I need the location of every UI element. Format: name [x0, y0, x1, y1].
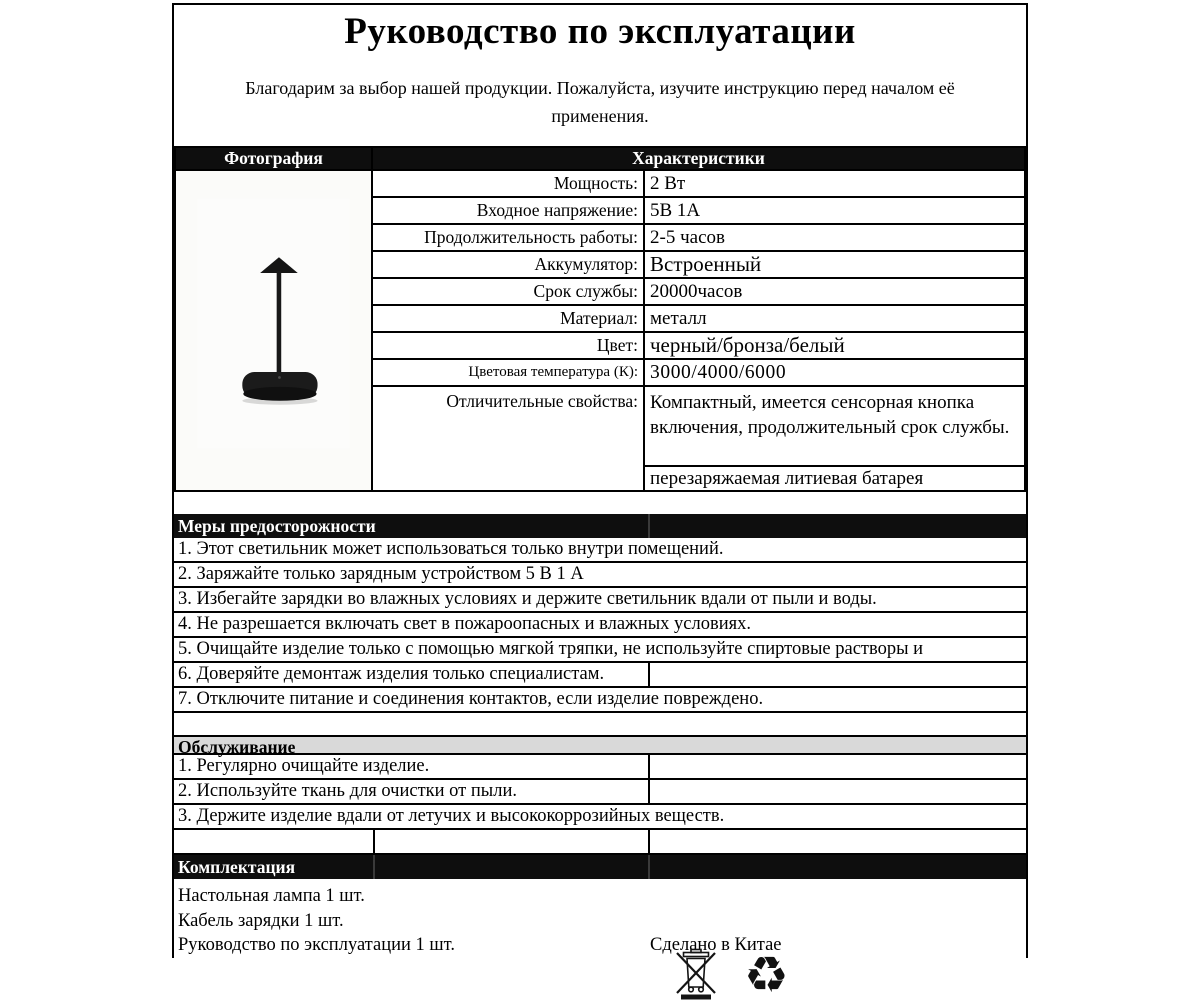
recycle-icon: ♻ — [744, 946, 789, 1004]
package-header-bar — [174, 855, 1026, 879]
empty-row — [174, 830, 1026, 855]
spec-label: Срок службы: — [372, 278, 644, 305]
spec-row — [175, 170, 1025, 197]
spec-value: металл — [644, 305, 1025, 332]
package-item: Руководство по эксплуатации 1 шт. — [178, 935, 455, 955]
spec-header-row — [175, 147, 1025, 170]
maintenance-item-row — [174, 780, 1026, 805]
product-photo-cell — [175, 170, 372, 491]
precaution-item: 6. Доверяйте демонтаж изделия только специалистам. — [178, 664, 605, 684]
empty-cell — [648, 755, 1026, 778]
spacer — [174, 713, 1026, 735]
precaution-item: 5. Очищайте изделие только с помощью мягкой тряпки, не используйте спиртовые растворы и — [174, 638, 1026, 663]
weee-crossed-bin-icon — [674, 948, 718, 1000]
precaution-item: 2. Заряжайте только зарядным устройством 5 В 1 А — [174, 563, 1026, 588]
spacer — [174, 492, 1026, 514]
maintenance-header: Обслуживание — [178, 737, 296, 757]
lamp-product-photo-icon — [176, 181, 371, 476]
photo-column-header: Фотография — [175, 147, 372, 170]
spec-value: 5В 1А — [644, 197, 1025, 224]
spec-table — [174, 146, 1026, 492]
page-title: Руководство по эксплуатации — [344, 11, 856, 52]
spec-label: Материал: — [372, 305, 644, 332]
divider — [648, 514, 650, 538]
spec-value: 3000/4000/6000 — [644, 359, 1025, 386]
spec-value: Встроенный — [644, 251, 1025, 278]
package-item: Настольная лампа 1 шт. — [178, 886, 365, 906]
package-item: Кабель зарядки 1 шт. — [178, 910, 344, 931]
divider — [648, 855, 650, 879]
empty-cell — [648, 830, 1026, 853]
footer-icons — [174, 946, 1026, 1002]
spec-label: Цвет: — [372, 332, 644, 359]
precautions-header: Меры предосторожности — [178, 515, 376, 536]
maintenance-item: 1. Регулярно очищайте изделие. — [178, 756, 430, 776]
specs-column-header: Характеристики — [372, 147, 1025, 170]
empty-cell — [648, 663, 1026, 686]
empty-cell — [174, 830, 373, 853]
empty-cell — [373, 830, 648, 853]
divider — [373, 855, 375, 879]
manual-page — [172, 3, 1028, 1004]
spec-value: 2-5 часов — [644, 224, 1025, 251]
spec-label: Цветовая температура (К): — [372, 359, 644, 386]
spec-value: перезаряжаемая литиевая батарея — [644, 466, 1025, 491]
spec-value: 2 Вт — [644, 170, 1025, 197]
precaution-item: 4. Не разрешается включать свет в пожароопасных и влажных условиях. — [174, 613, 1026, 638]
spec-label: Продолжительность работы: — [372, 224, 644, 251]
package-header: Комплектация — [178, 856, 296, 877]
precaution-item: 1. Этот светильник может использоваться только внутри помещений. — [174, 538, 1026, 563]
maintenance-item: 2. Используйте ткань для очистки от пыли. — [178, 781, 517, 801]
precaution-item: 7. Отключите питание и соединения контактов, если изделие повреждено. — [174, 688, 1026, 713]
precaution-item: 3. Избегайте зарядки во влажных условиях и держите светильник вдали от пыли и воды. — [174, 588, 1026, 613]
precautions-header-bar — [174, 514, 1026, 538]
title-block — [174, 5, 1026, 146]
spec-value: 20000часов — [644, 278, 1025, 305]
intro-text: Благодарим за выбор нашей продукции. Пожалуйста, изучите инструкцию перед началом её применения. — [245, 78, 955, 126]
spec-label: Аккумулятор: — [372, 251, 644, 278]
made-in-label: Сделано в Китае — [650, 935, 782, 955]
maintenance-header-bar — [174, 735, 1026, 755]
maintenance-item-row — [174, 755, 1026, 780]
precaution-item-row — [174, 663, 1026, 688]
spec-label: Мощность: — [372, 170, 644, 197]
spec-label: Отличительные свойства: — [372, 386, 644, 491]
spec-value: черный/бронза/белый — [644, 332, 1025, 359]
spec-value: Компактный, имеется сенсорная кнопка включения, продолжительный срок службы. — [644, 386, 1025, 466]
empty-cell — [648, 780, 1026, 803]
maintenance-item: 3. Держите изделие вдали от летучих и высококоррозийных веществ. — [174, 805, 1026, 830]
spec-label: Входное напряжение: — [372, 197, 644, 224]
